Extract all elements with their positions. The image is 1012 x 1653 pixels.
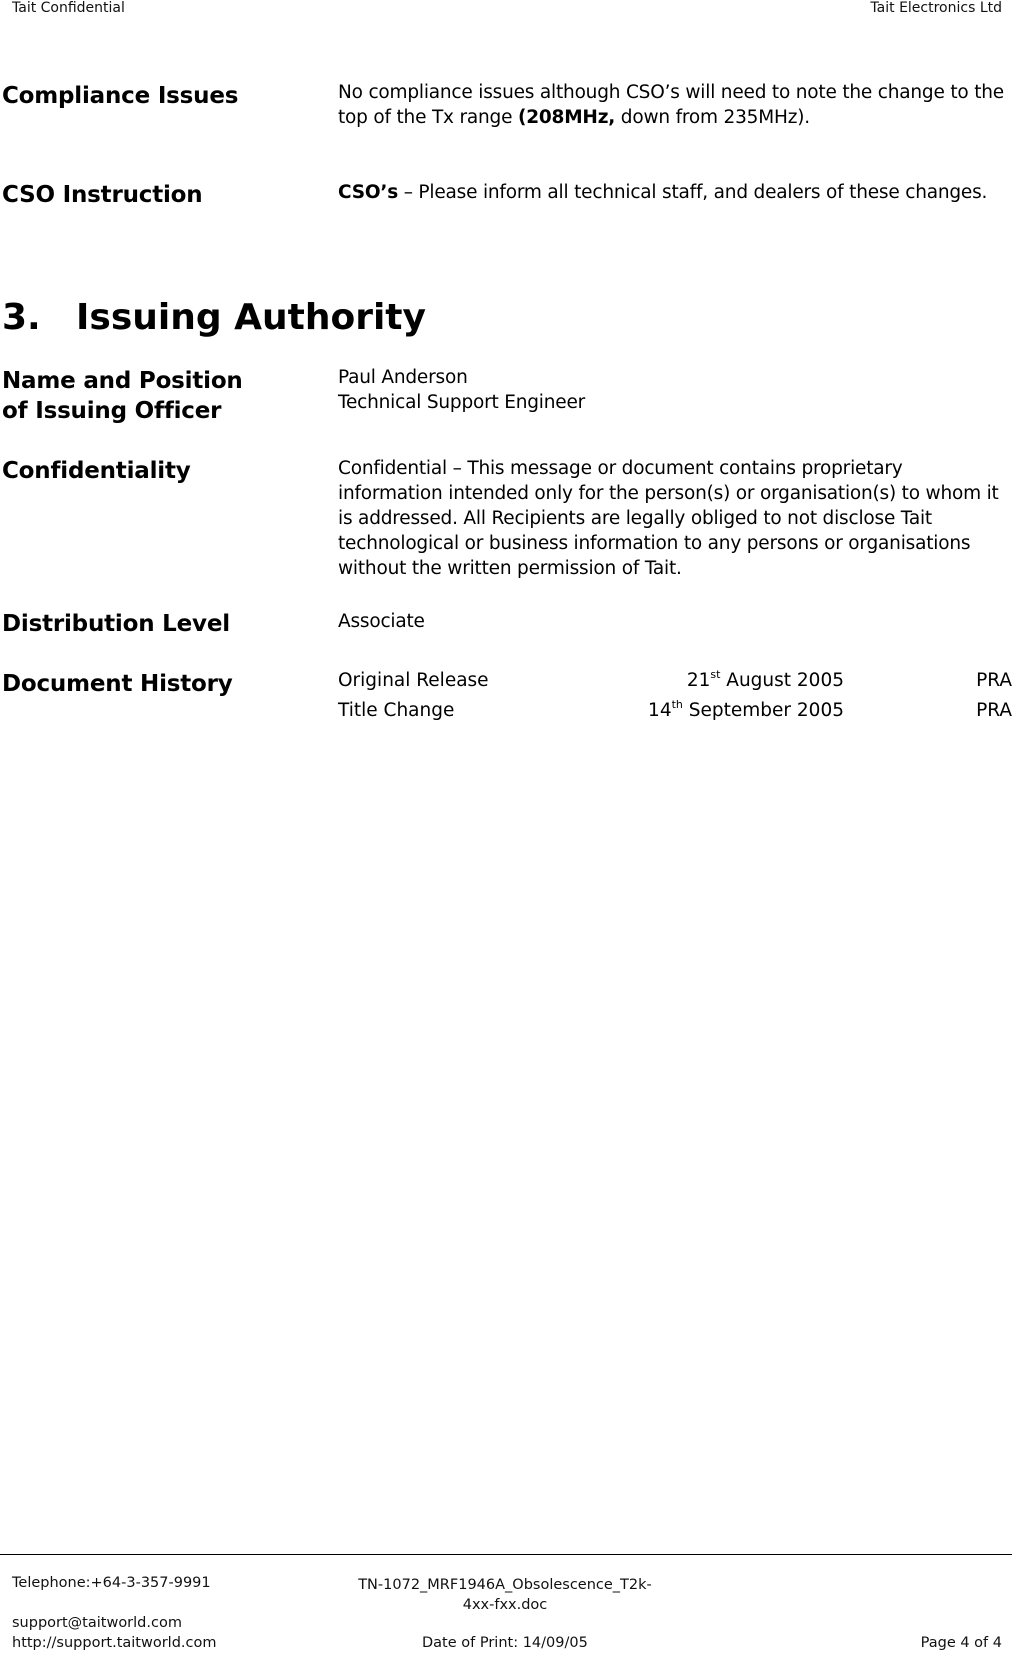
distribution-label: Distribution Level (2, 611, 230, 637)
compliance-label: Compliance Issues (2, 83, 239, 109)
cso-text-post: – Please inform all technical staff, and dealers of these changes. (398, 182, 988, 203)
compliance-text-post: down from 235MHz). (615, 107, 810, 128)
compliance-text-bold: (208MHz, (517, 107, 616, 128)
header-confidential: Tait Confidential (12, 0, 125, 16)
history-event: Title Change (338, 700, 455, 721)
history-date-day: 21 (686, 670, 711, 691)
issuing-officer-info (338, 365, 1010, 415)
section-heading (2, 296, 426, 340)
compliance-text (338, 80, 1010, 130)
confidentiality-text: Confidential – This message or document contains proprietary information intended only for the person(s) or organisation(s) to whom it is addressed. All Recipients are legally obliged to not disclose Tait technological or business information to any persons or organisations without the written permission of Tait. (338, 458, 999, 579)
footer-print-date: Date of Print: 14/09/05 (422, 1635, 588, 1651)
footer-page-number: Page 4 of 4 (920, 1635, 1002, 1651)
history-date (687, 670, 844, 691)
header-company: Tait Electronics Ltd (870, 0, 1002, 16)
history-date-suffix: th (671, 698, 683, 711)
officer-name: Paul Anderson (338, 367, 468, 388)
history-event: Original Release (338, 670, 489, 691)
confidentiality-label: Confidentiality (2, 458, 191, 484)
officer-position: Technical Support Engineer (338, 392, 586, 413)
history-date-day: 14 (648, 700, 672, 721)
history-row (338, 700, 1012, 726)
footer-document-name (350, 1575, 660, 1615)
history-author: PRA (976, 670, 1012, 691)
section-title: Issuing Authority (76, 297, 426, 338)
history-date-rest: September 2005 (682, 700, 844, 721)
cso-label: CSO Instruction (2, 182, 203, 208)
history-date (648, 700, 844, 721)
cso-text-bold: CSO’s (338, 182, 399, 203)
history-date-rest: August 2005 (720, 670, 844, 691)
cso-text (338, 180, 1010, 205)
footer-email[interactable]: support@taitworld.com (12, 1615, 182, 1631)
compliance-text-pre: No compliance issues although CSO’s will need to note the change to the top of the Tx range (338, 82, 1004, 128)
history-date-suffix: st (710, 668, 721, 681)
issuing-officer-label-line2: of Issuing Officer (2, 398, 222, 424)
footer-doc-line1: TN-1072_MRF1946A_Obsolescence_T2k- (358, 1577, 652, 1593)
issuing-officer-label (2, 366, 322, 426)
footer-doc-line2: 4xx-fxx.doc (462, 1597, 548, 1613)
history-row (338, 670, 1012, 696)
section-number: 3. (2, 297, 41, 338)
history-author: PRA (976, 700, 1012, 721)
footer-website[interactable]: http://support.taitworld.com (12, 1635, 217, 1651)
history-label: Document History (2, 671, 233, 697)
distribution-value: Associate (338, 611, 425, 632)
footer-divider (0, 1554, 1012, 1555)
issuing-officer-label-line1: Name and Position (2, 368, 243, 394)
footer-telephone: Telephone:+64-3-357-9991 (12, 1575, 211, 1591)
